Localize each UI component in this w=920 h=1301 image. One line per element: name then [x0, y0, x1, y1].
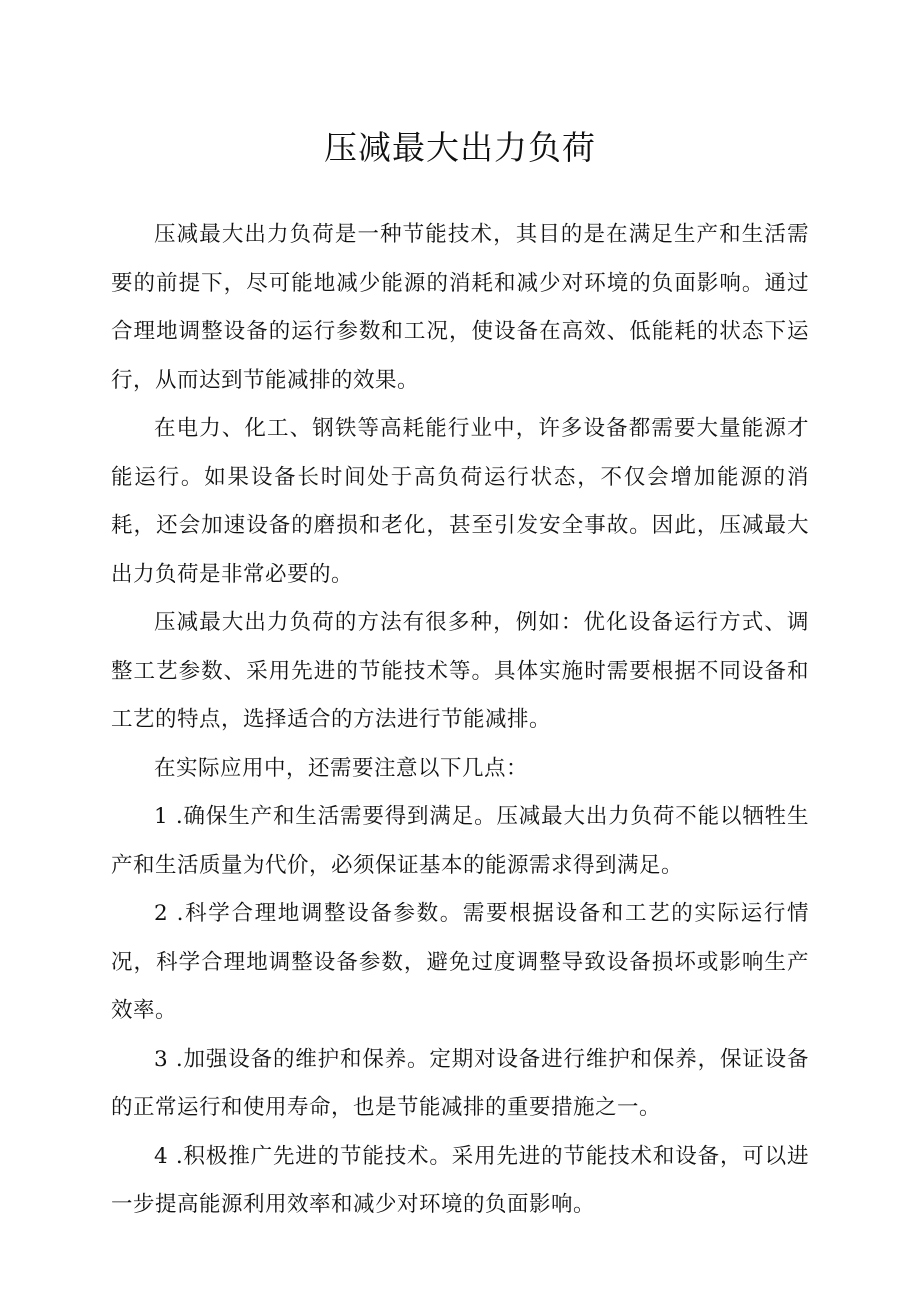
document-body — [111, 211, 809, 1230]
list-item-1: 1 .确保生产和生活需要得到满足。压减最大出力负荷不能以牺牲生产和生活质量为代价，必须保证基本的能源需求得到满足。 — [111, 804, 809, 878]
paragraph-methods: 压减最大出力负荷的方法有很多种，例如：优化设备运行方式、调整工艺参数、采用先进的节能技术等。具体实施时需要根据不同设备和工艺的特点，选择适合的方法进行节能减排。 — [111, 610, 809, 732]
paragraph-intro: 压减最大出力负荷是一种节能技术，其目的是在满足生产和生活需要的前提下，尽可能地减少能源的消耗和减少对环境的负面影响。通过合理地调整设备的运行参数和工况，使设备在高效、低能耗的状态下运行，从而达到节能减排的效果。 — [111, 222, 809, 393]
paragraph-industry: 在电力、化工、钢铁等高耗能行业中，许多设备都需要大量能源才能运行。如果设备长时间处于高负荷运行状态，不仅会增加能源的消耗，还会加速设备的磨损和老化，甚至引发安全事故。因此，压减最大出力负荷是非常必要的。 — [111, 416, 809, 587]
list-item-3: 3 .加强设备的维护和保养。定期对设备进行维护和保养，保证设备的正常运行和使用寿命，也是节能减排的重要措施之一。 — [111, 1046, 809, 1120]
list-item-4: 4 .积极推广先进的节能技术。采用先进的节能技术和设备，可以进一步提高能源利用效率和减少对环境的负面影响。 — [111, 1143, 809, 1217]
paragraph-notes-lead: 在实际应用中，还需要注意以下几点： — [154, 755, 529, 781]
document-title: 压减最大出力负荷 — [324, 128, 596, 167]
list-item-2: 2 .科学合理地调整设备参数。需要根据设备和工艺的实际运行情况，科学合理地调整设备参数，避免过度调整导致设备损坏或影响生产效率。 — [111, 901, 809, 1023]
